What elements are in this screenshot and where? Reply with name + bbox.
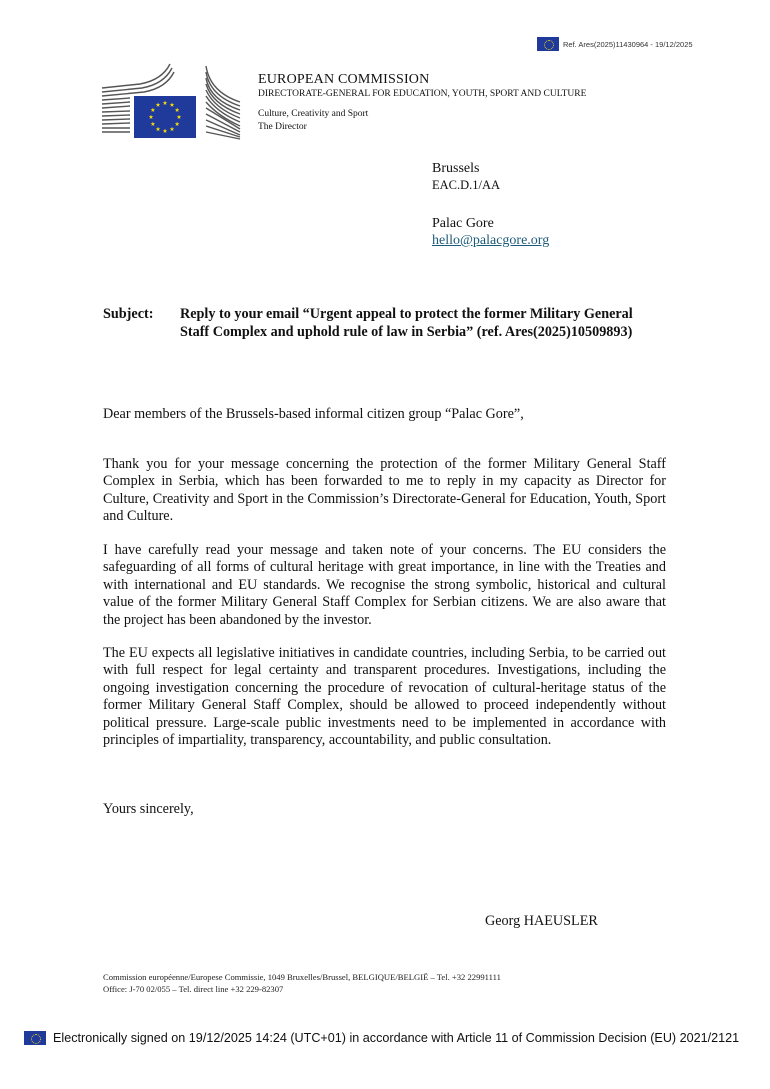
internal-reference: EAC.D.1/AA [432, 178, 501, 192]
ares-reference-stamp [537, 37, 693, 51]
body-paragraph-2: I have carefully read your message and taken note of your concerns. The EU considers the safeguarding of all forms of cultural heritage with great importance, in line with the Treaties and with international and EU standards. We recognise the strong symbolic, historical and cultural value of the former Military General Staff Complex for Serbian citizens. We are also aware that the project has been abandoned by the investor. [103, 542, 666, 628]
ares-reference: Ref. Ares(2025)11430964 - 19/12/2025 [563, 39, 693, 49]
building-right-icon [206, 66, 240, 139]
directorate-name: DIRECTORATE-GENERAL FOR EDUCATION, YOUTH, SPORT AND CULTURE [258, 89, 587, 99]
recipient-name: Palac Gore [432, 216, 494, 231]
sender-role: The Director [258, 122, 307, 132]
body-paragraph-3: The EU expects all legislative initiatives in candidate countries, including Serbia, to be carried out with full respect for legal certainty and transparent procedures. Investigations, including the ongoing investigation concerning the procedure of revocation of cultural-heritage status of the former Military General Staff Complex, should be allowed to proceed independently without political pressure. Large-scale public investments need to be implemented in accordance with principles of impartiality, transparency, accountability, and public consultation. [103, 645, 666, 749]
organization-header [258, 72, 586, 133]
salutation: Dear members of the Brussels-based informal citizen group “Palac Gore”, [103, 406, 524, 422]
body-paragraph-1: Thank you for your message concerning the protection of the former Military General Staff Complex in Serbia, which has been forwarded to me to reply in my capacity as Director for Culture, Creativity and Sport in the Commission’s Directorate-General for Education, Youth, Sport and Culture. [103, 456, 666, 525]
recipient-email-link[interactable]: hello@palacgore.org [432, 233, 550, 248]
eu-flag-icon [24, 1031, 46, 1045]
organization-name: EUROPEAN COMMISSION [258, 72, 430, 87]
eu-flag-icon [537, 37, 559, 51]
unit-name: Culture, Creativity and Sport [258, 109, 369, 119]
place: Brussels [432, 161, 480, 176]
subject-label: Subject: [103, 306, 154, 322]
closing: Yours sincerely, [103, 801, 194, 817]
european-commission-logo [100, 62, 245, 142]
footer-address [103, 971, 501, 995]
footer-line-2: Office: J-70 02/055 – Tel. direct line +32 229-82307 [103, 984, 284, 994]
subject-text: Reply to your email “Urgent appeal to protect the former Military General Staff Complex and uphold rule of law in Serbia” (ref. Ares(2025)10509893) [180, 306, 633, 340]
electronic-signature-text: Electronically signed on 19/12/2025 14:24 (UTC+01) in accordance with Article 11 of Commission Decision (EU) 2021/2121 [53, 1031, 740, 1045]
address-block [432, 160, 549, 250]
signatory-name: Georg HAEUSLER [485, 913, 598, 929]
electronic-signature-notice [24, 1031, 739, 1045]
footer-line-1: Commission européenne/Europese Commissie, 1049 Bruxelles/Brussel, BELGIQUE/BELGIË – Tel. +32 22991111 [103, 972, 501, 982]
subject-line [103, 306, 633, 341]
